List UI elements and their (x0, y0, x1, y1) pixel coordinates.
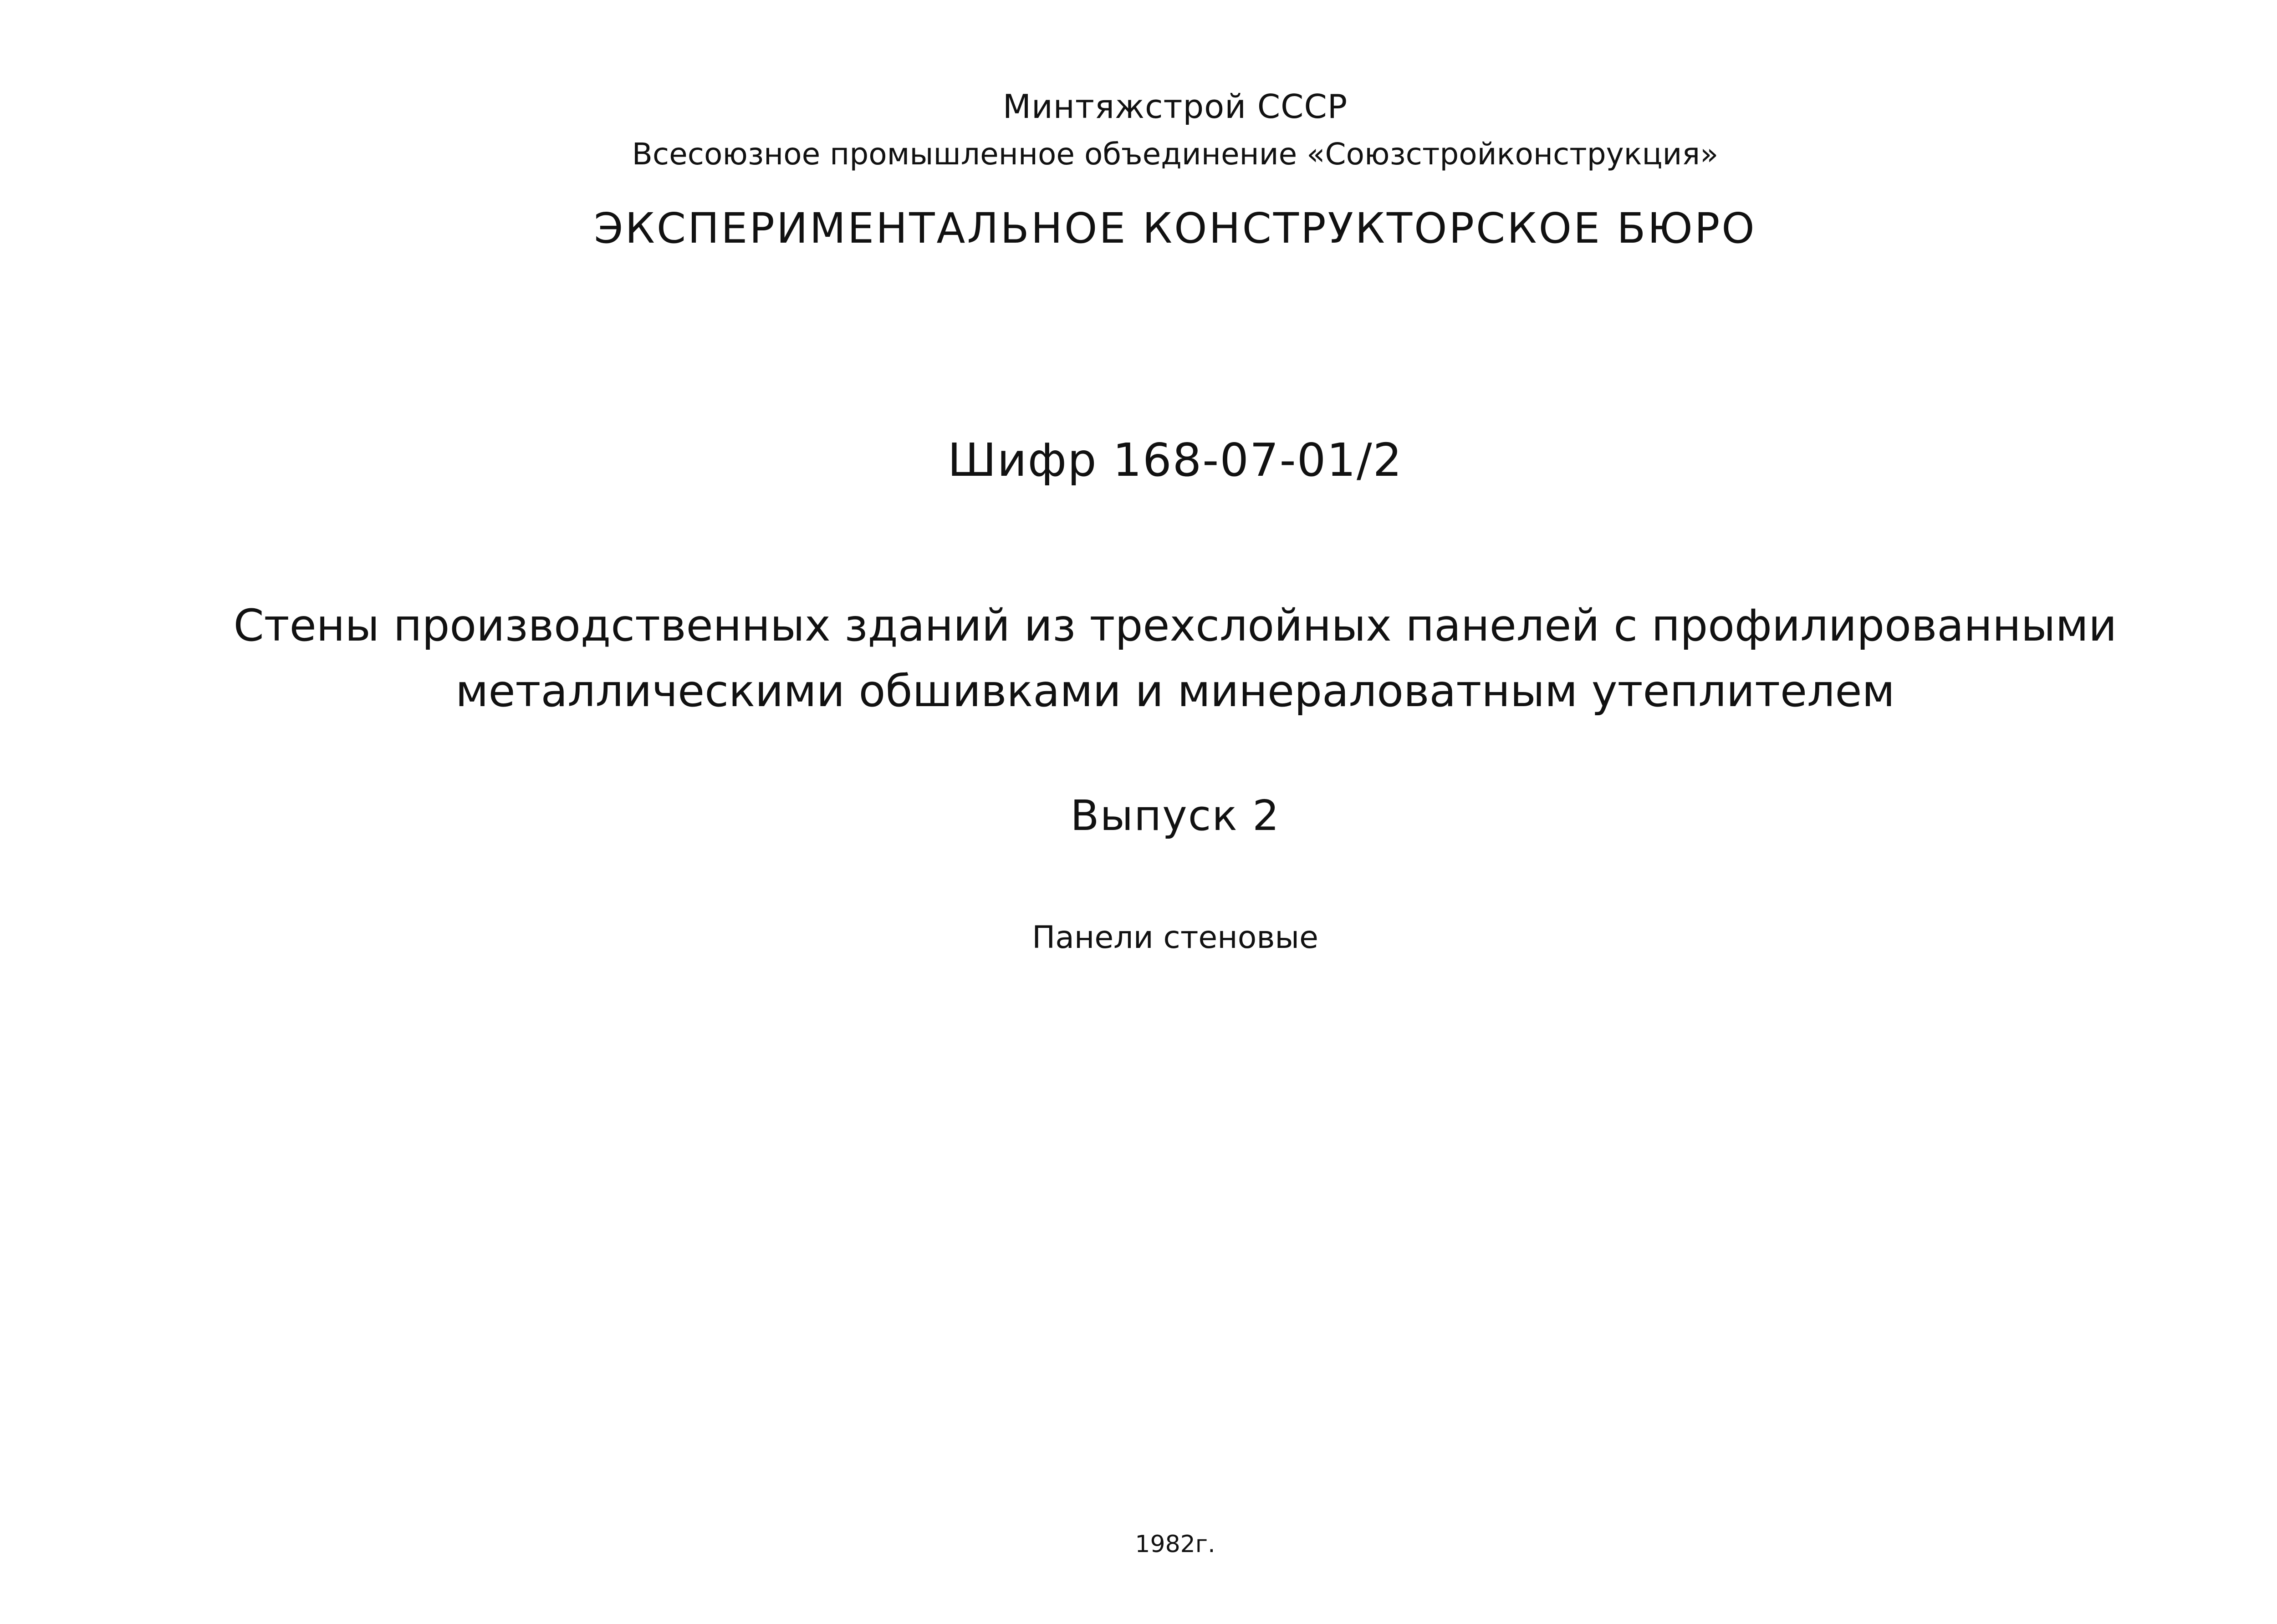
document-title-line-2: металлическими обшивками и минераловатным утеплителем (455, 666, 1895, 717)
document-title-line-1: Стены производственных зданий из трехслойных панелей с профилированными (233, 600, 2117, 651)
document-subtitle: Панели стеновые (1032, 920, 1318, 956)
ministry-name: Минтяжстрой СССР (1002, 87, 1348, 126)
document-code: Шифр 168-07-01/2 (947, 433, 1403, 487)
issue-number: Выпуск 2 (1070, 791, 1280, 840)
association-name: Всесоюзное промышленное объединение «Союзстройконструкция» (632, 137, 1719, 172)
bureau-name: ЭКСПЕРИМЕНТАЛЬНОЕ КОНСТРУКТОРСКОЕ БЮРО (594, 204, 1756, 253)
publication-year: 1982г. (1135, 1531, 1215, 1558)
